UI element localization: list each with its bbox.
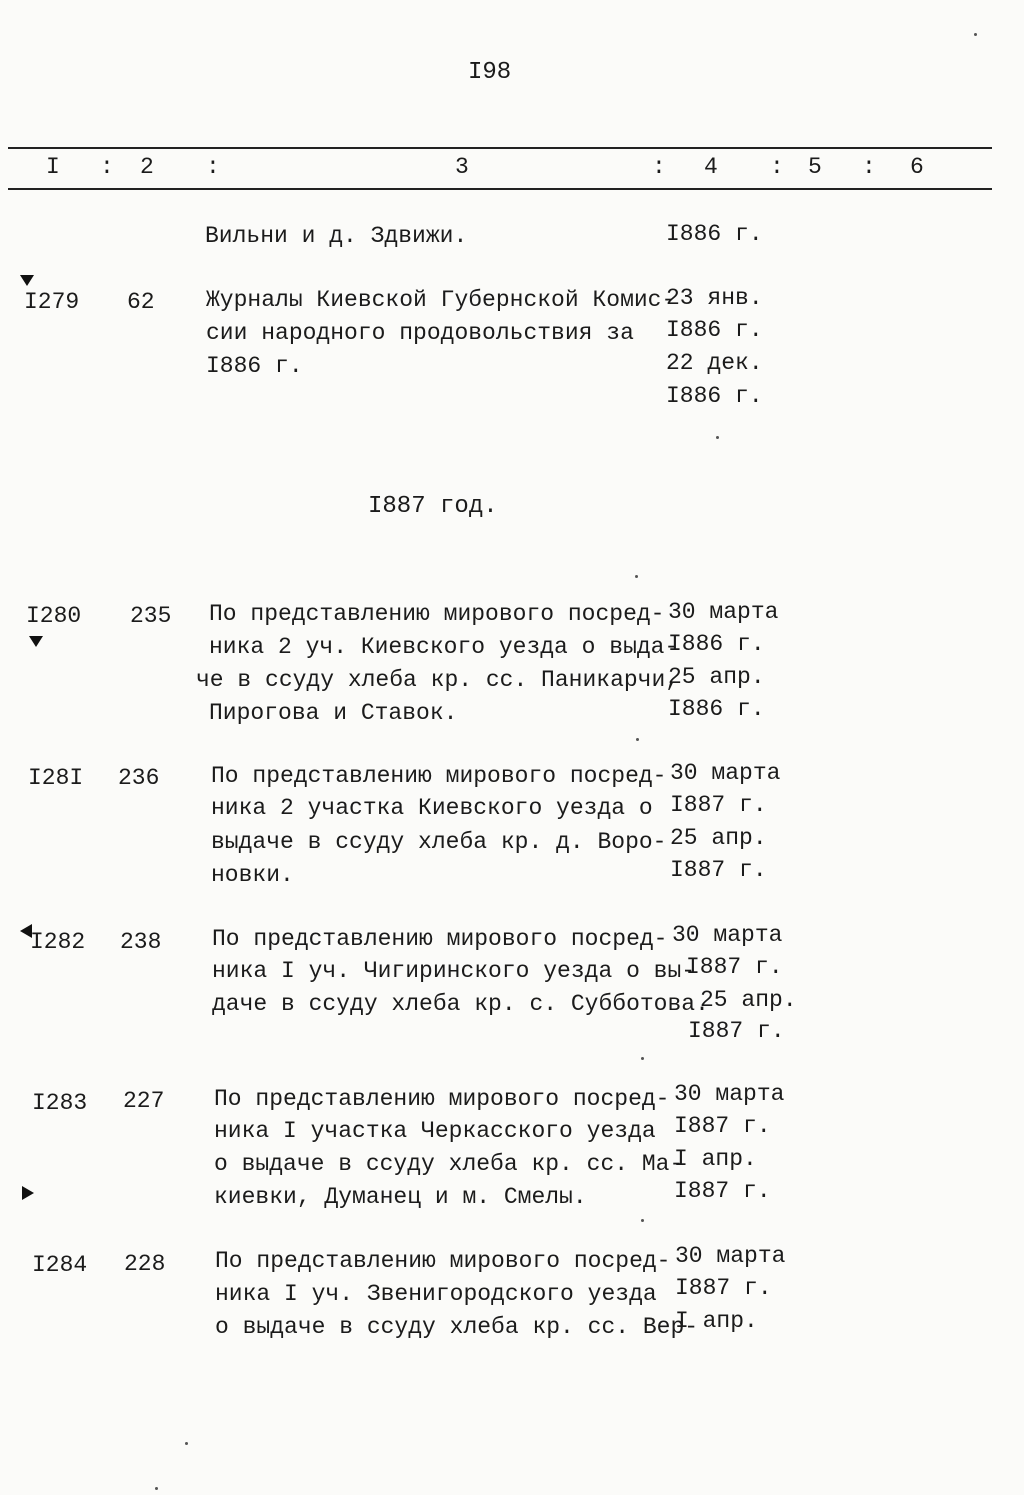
header-rule-top xyxy=(8,147,992,149)
record-number: I279 xyxy=(24,289,80,315)
record-title-line: По представлению мирового посред- xyxy=(214,1086,670,1112)
record-date-line: I апр. xyxy=(675,1308,758,1334)
record-date-line: 30 марта xyxy=(670,760,781,786)
record-doc-count: 228 xyxy=(124,1251,166,1277)
record-doc-count: 238 xyxy=(120,929,162,955)
scan-speck xyxy=(185,1442,188,1445)
column-separator: : xyxy=(652,154,666,180)
record-date-line: I886 г. xyxy=(668,631,765,657)
binding-mark xyxy=(20,924,32,938)
column-header-5: 5 xyxy=(808,154,822,180)
record-date-line: 25 апр. xyxy=(670,825,767,851)
record-date-line: I886 г. xyxy=(666,383,763,409)
year-heading: I887 год. xyxy=(368,493,498,520)
record-date-line: I887 г. xyxy=(670,792,767,818)
record-title-line: че в ссуду хлеба кр. сс. Паникарчи, xyxy=(196,667,680,693)
record-date-line: I887 г. xyxy=(674,1178,771,1204)
scan-speck xyxy=(716,436,719,439)
record-number: I283 xyxy=(32,1090,88,1116)
record-number: I284 xyxy=(32,1252,88,1278)
record-title-line: ника I участка Черкасского уезда xyxy=(214,1118,656,1144)
record-title-line: I886 г. xyxy=(206,353,303,379)
record-date-line: I887 г. xyxy=(670,857,767,883)
page-number: I98 xyxy=(468,59,512,86)
record-date-line: I апр. xyxy=(674,1146,757,1172)
record-date-line: 30 марта xyxy=(672,922,783,948)
record-date-line: 25 апр. xyxy=(700,987,797,1013)
record-title-line: Пирогова и Ставок. xyxy=(209,700,458,726)
record-title-line: о выдаче в ссуду хлеба кр. сс. Вер- xyxy=(215,1314,699,1340)
column-header-6: 6 xyxy=(910,154,924,180)
column-separator: : xyxy=(862,154,876,180)
record-date-line: I887 г. xyxy=(674,1113,771,1139)
record-doc-count: 236 xyxy=(118,765,160,791)
record-date-line: I887 г. xyxy=(686,954,783,980)
record-doc-count: 235 xyxy=(130,603,172,629)
record-date-line: 25 апр. xyxy=(668,664,765,690)
record-date-line: 30 марта xyxy=(668,599,779,625)
record-title-line: о выдаче в ссуду хлеба кр. сс. Ма- xyxy=(214,1151,684,1177)
column-separator: : xyxy=(100,154,114,180)
record-date-line: I886 г. xyxy=(666,317,763,343)
scan-speck xyxy=(635,575,638,578)
scan-speck xyxy=(155,1487,158,1490)
record-title-line: ника I уч. Чигиринского уезда о вы- xyxy=(212,958,696,984)
column-header-4: 4 xyxy=(704,154,718,180)
record-number: I282 xyxy=(30,929,86,955)
record-date-line: I887 г. xyxy=(688,1018,785,1044)
record-title-line: Журналы Киевской Губернской Комис- xyxy=(206,287,676,313)
record-title-line: По представлению мирового посред- xyxy=(211,763,667,789)
scan-speck xyxy=(641,1219,644,1222)
record-title-line: даче в ссуду хлеба кр. с. Субботова. xyxy=(212,991,709,1017)
column-header-3: 3 xyxy=(455,154,469,180)
record-date-line: 30 марта xyxy=(674,1081,785,1107)
record-title-line: новки. xyxy=(211,862,294,888)
record-doc-count: 62 xyxy=(127,289,155,315)
continuation-date: I886 г. xyxy=(666,221,763,247)
record-title-line: ника 2 участка Киевского уезда о xyxy=(211,795,653,821)
record-number: I280 xyxy=(26,603,82,629)
record-title-line: выдаче в ссуду хлеба кр. д. Воро- xyxy=(211,829,667,855)
record-date-line: I886 г. xyxy=(668,696,765,722)
continuation-title: Вильни и д. Здвижи. xyxy=(205,223,468,249)
column-header-2: 2 xyxy=(140,154,154,180)
record-date-line: 23 янв. xyxy=(666,285,763,311)
binding-mark xyxy=(22,1186,34,1200)
record-doc-count: 227 xyxy=(123,1088,165,1114)
record-title-line: По представлению мирового посред- xyxy=(215,1248,671,1274)
record-title-line: По представлению мирового посред- xyxy=(212,926,668,952)
column-header-1: I xyxy=(46,154,60,180)
binding-mark xyxy=(29,636,43,647)
record-title-line: киевки, Думанец и м. Смелы. xyxy=(214,1184,587,1210)
binding-mark xyxy=(20,275,34,286)
record-title-line: сии народного продовольствия за xyxy=(206,320,634,346)
column-separator: : xyxy=(206,154,220,180)
scan-speck xyxy=(974,33,977,36)
record-number: I28I xyxy=(28,765,84,791)
record-date-line: 30 марта xyxy=(675,1243,786,1269)
scan-speck xyxy=(636,738,639,741)
header-rule-bottom xyxy=(8,188,992,190)
scan-speck xyxy=(641,1057,644,1060)
record-title-line: ника 2 уч. Киевского уезда о выда- xyxy=(209,634,679,660)
record-date-line: 22 дек. xyxy=(666,350,763,376)
column-separator: : xyxy=(770,154,784,180)
record-title-line: По представлению мирового посред- xyxy=(209,601,665,627)
record-title-line: ника I уч. Звенигородского уезда xyxy=(215,1281,657,1307)
record-date-line: I887 г. xyxy=(675,1275,772,1301)
